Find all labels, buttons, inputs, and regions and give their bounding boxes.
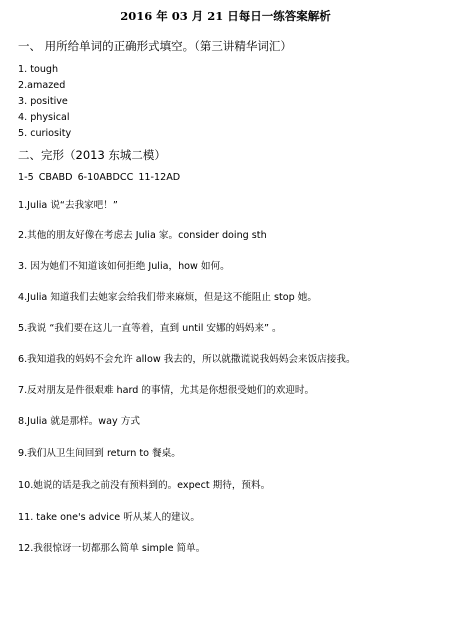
- cloze-note-9: 9.我们从卫生间回到 return to 餐桌。: [18, 448, 181, 459]
- section-2-heading: 二、完形（2013 东城二模）: [18, 148, 166, 162]
- vocab-answer-5: 5. curiosity: [18, 128, 72, 139]
- cloze-note-12: 12.我很惊讶一切都那么简单 simple 简单。: [18, 543, 206, 554]
- vocab-answer-1: 1. tough: [18, 64, 59, 75]
- cloze-note-1: 1.Julia 说“去我家吧！”: [18, 200, 118, 211]
- page-title: 2016 年 03 月 21 日每日一练答案解析: [120, 9, 331, 23]
- cloze-note-7: 7.反对朋友是件很艰难 hard 的事情，尤其是你想很受她们的欢迎时。: [18, 385, 315, 396]
- vocab-answer-3: 3. positive: [18, 96, 68, 107]
- cloze-note-5: 5.我说 “我们要在这儿一直等着，直到 until 安娜的妈妈来” 。: [18, 323, 282, 334]
- section-1-heading: 一、 用所给单词的正确形式填空。（第三讲精华词汇）: [18, 39, 292, 53]
- cloze-note-4: 4.Julia 知道我们去她家会给我们带来麻烦，但是这不能阻止 stop 她。: [18, 292, 317, 303]
- cloze-note-10: 10.她说的话是我之前没有预料到的。expect 期待，预料。: [18, 480, 271, 491]
- cloze-note-11: 11. take one's advice 听从某人的建议。: [18, 512, 200, 523]
- vocab-answer-2: 2.amazed: [18, 80, 66, 91]
- cloze-note-2: 2.其他的朋友好像在考虑去 Julia 家。consider doing sth: [18, 230, 267, 241]
- vocab-answer-4: 4. physical: [18, 112, 70, 123]
- cloze-note-8: 8.Julia 就是那样。way 方式: [18, 416, 140, 427]
- cloze-note-3: 3. 因为她们不知道该如何拒绝 Julia，how 如何。: [18, 261, 230, 272]
- cloze-answer-key: 1-5 CBABD 6-10ABDCC 11-12AD: [18, 172, 181, 183]
- cloze-note-6: 6.我知道我的妈妈不会允许 allow 我去的，所以就撒谎说我妈妈会来饭店接我。: [18, 354, 356, 365]
